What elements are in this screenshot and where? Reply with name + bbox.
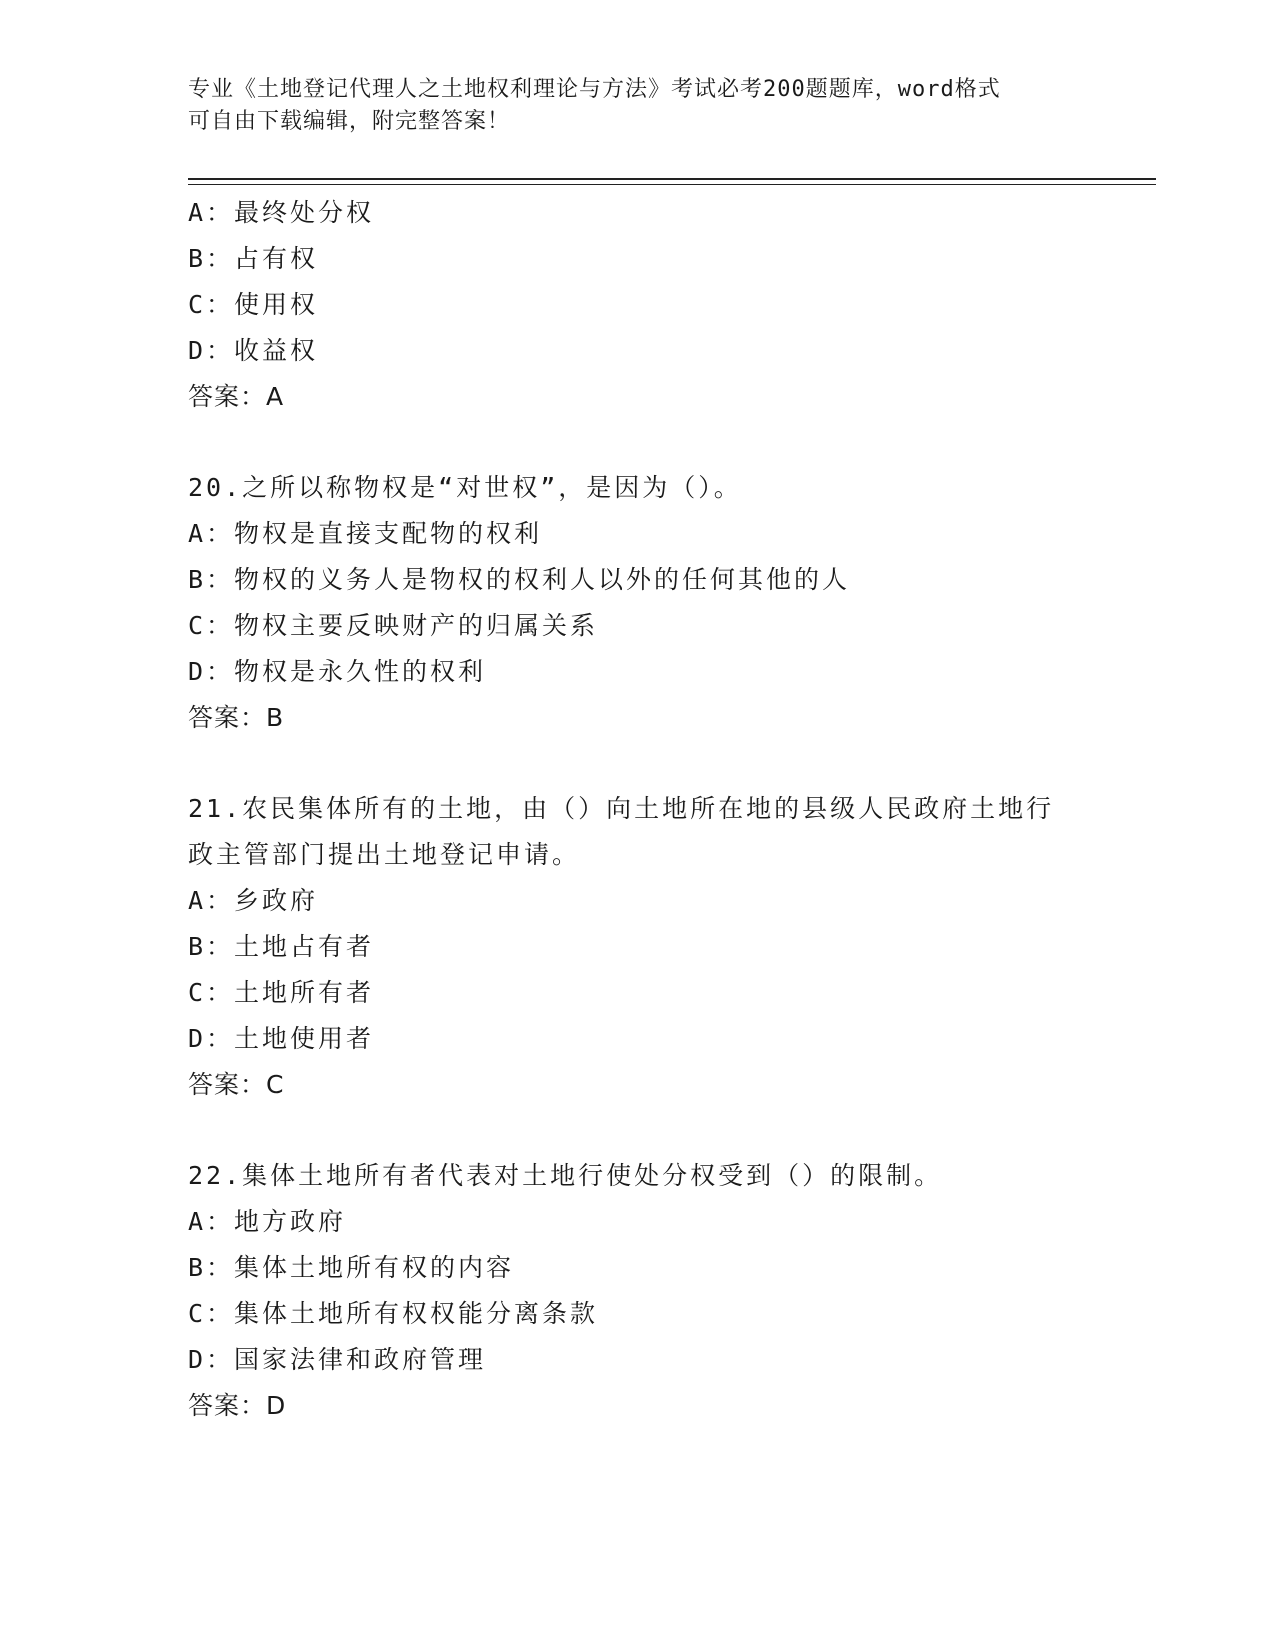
option-a: A：最终处分权 <box>188 198 375 227</box>
option-c: C：集体土地所有权权能分离条款 <box>188 1299 599 1328</box>
option-b: B：土地占有者 <box>188 932 375 961</box>
question-stem-line-2: 政主管部门提出土地登记申请。 <box>188 840 581 869</box>
document-header <box>188 74 1088 138</box>
answer: 答案：B <box>188 703 285 732</box>
option-a: A：物权是直接支配物的权利 <box>188 519 543 548</box>
answer: 答案：C <box>188 1070 285 1099</box>
option-b: B：集体土地所有权的内容 <box>188 1253 515 1282</box>
header-line-2: 可自由下载编辑，附完整答案！ <box>188 109 511 134</box>
question-21 <box>188 786 1108 1108</box>
option-b: B：占有权 <box>188 244 319 273</box>
question-stem: 22.集体土地所有者代表对土地行使处分权受到（）的限制。 <box>188 1161 943 1190</box>
option-b: B：物权的义务人是物权的权利人以外的任何其他的人 <box>188 565 851 594</box>
question-19 <box>188 190 1108 420</box>
option-d: D：物权是永久性的权利 <box>188 657 487 686</box>
option-d: D：土地使用者 <box>188 1024 375 1053</box>
answer: 答案：A <box>188 382 285 411</box>
header-line-1: 专业《土地登记代理人之土地权利理论与方法》考试必考200题题库，word格式 <box>188 77 1001 102</box>
option-c: C：使用权 <box>188 290 319 319</box>
option-d: D：国家法律和政府管理 <box>188 1345 487 1374</box>
question-stem: 20.之所以称物权是“对世权”，是因为（）。 <box>188 473 742 502</box>
header-divider <box>188 178 1156 185</box>
option-a: A：乡政府 <box>188 886 319 915</box>
question-20 <box>188 465 1108 741</box>
option-c: C：土地所有者 <box>188 978 375 1007</box>
option-c: C：物权主要反映财产的归属关系 <box>188 611 599 640</box>
option-a: A：地方政府 <box>188 1207 347 1236</box>
question-list <box>188 190 1108 1429</box>
answer: 答案：D <box>188 1391 287 1420</box>
question-22 <box>188 1153 1108 1429</box>
option-d: D：收益权 <box>188 336 319 365</box>
question-stem-line-1: 21.农民集体所有的土地，由（）向土地所在地的县级人民政府土地行 <box>188 794 1055 823</box>
